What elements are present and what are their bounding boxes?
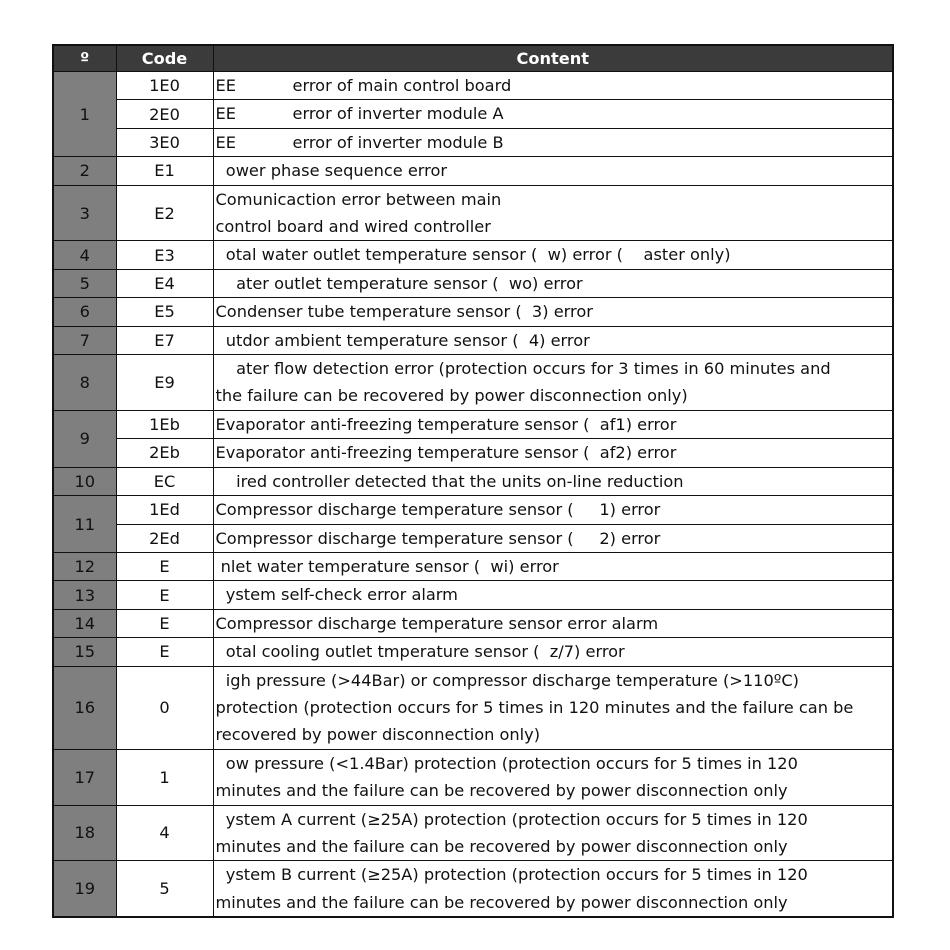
content-line: ired controller detected that the units on-line reduction	[215, 471, 684, 491]
error-code: 2Ed	[116, 524, 213, 552]
content-line: the failure can be recovered by power disconnection only)	[215, 386, 688, 406]
table-row	[53, 439, 893, 467]
table-row	[53, 749, 893, 805]
row-number: 1	[53, 72, 116, 157]
header-no: º	[53, 45, 116, 72]
content-line: recovered by power disconnection only)	[215, 725, 541, 745]
error-code: 4	[116, 805, 213, 861]
error-code: 0	[116, 666, 213, 749]
content-line: otal cooling outlet tmperature sensor ( z/7) error	[215, 642, 625, 662]
error-code: 5	[116, 861, 213, 917]
content-line: igh pressure (>44Bar) or compressor discharge temperature (>110ºC)	[215, 670, 799, 690]
table-row	[53, 581, 893, 609]
content-line: Condenser tube temperature sensor ( 3) error	[215, 302, 593, 322]
table-row	[53, 410, 893, 438]
row-number: 15	[53, 638, 116, 666]
error-code: 1Ed	[116, 496, 213, 524]
row-number: 6	[53, 298, 116, 326]
table-row	[53, 269, 893, 297]
error-content	[213, 609, 893, 637]
error-content	[213, 467, 893, 495]
row-number: 11	[53, 496, 116, 553]
table-row	[53, 467, 893, 495]
content-line: protection (protection occurs for 5 times in 120 minutes and the failure can be	[215, 697, 854, 717]
error-content	[213, 326, 893, 354]
error-code: 3E0	[116, 128, 213, 156]
content-line: EE error of inverter module A	[215, 104, 504, 124]
error-content	[213, 439, 893, 467]
error-content	[213, 638, 893, 666]
table-row	[53, 241, 893, 269]
error-content	[213, 298, 893, 326]
table-row	[53, 72, 893, 100]
table-row	[53, 128, 893, 156]
table-row	[53, 298, 893, 326]
error-content	[213, 666, 893, 749]
error-code: 2Eb	[116, 439, 213, 467]
error-code: E	[116, 609, 213, 637]
error-content	[213, 157, 893, 185]
error-code: E4	[116, 269, 213, 297]
content-line: EE error of inverter module B	[215, 132, 504, 152]
error-content	[213, 749, 893, 805]
error-code: E	[116, 638, 213, 666]
error-content	[213, 128, 893, 156]
error-code-table	[52, 44, 894, 918]
error-content	[213, 581, 893, 609]
error-code: E1	[116, 157, 213, 185]
table-header-row	[53, 45, 893, 72]
row-number: 3	[53, 185, 116, 241]
content-line: otal water outlet temperature sensor ( w) error ( aster only)	[215, 245, 731, 265]
row-number: 4	[53, 241, 116, 269]
table-row	[53, 524, 893, 552]
error-content	[213, 805, 893, 861]
content-line: ystem self-check error alarm	[215, 585, 458, 605]
error-content	[213, 355, 893, 411]
error-content	[213, 241, 893, 269]
table-row	[53, 638, 893, 666]
table-row	[53, 861, 893, 917]
header-content: Content	[213, 45, 893, 72]
error-code: E2	[116, 185, 213, 241]
error-code: E	[116, 552, 213, 580]
row-number: 18	[53, 805, 116, 861]
table-row	[53, 100, 893, 128]
row-number: 10	[53, 467, 116, 495]
error-code: 1Eb	[116, 410, 213, 438]
content-line: ystem B current (≥25A) protection (protection occurs for 5 times in 120	[215, 865, 808, 885]
row-number: 19	[53, 861, 116, 917]
error-code-table-container	[52, 44, 892, 918]
error-code: E3	[116, 241, 213, 269]
error-code: E	[116, 581, 213, 609]
error-code: E5	[116, 298, 213, 326]
error-content	[213, 269, 893, 297]
content-line: ater flow detection error (protection occurs for 3 times in 60 minutes and	[215, 359, 831, 379]
content-line: minutes and the failure can be recovered by power disconnection only	[215, 892, 788, 912]
table-row	[53, 496, 893, 524]
error-content	[213, 861, 893, 917]
row-number: 8	[53, 355, 116, 411]
error-code: 1	[116, 749, 213, 805]
content-line: ystem A current (≥25A) protection (protection occurs for 5 times in 120	[215, 809, 808, 829]
error-code: EC	[116, 467, 213, 495]
row-number: 9	[53, 410, 116, 467]
row-number: 5	[53, 269, 116, 297]
content-line: Compressor discharge temperature sensor ( 2) error	[215, 528, 661, 548]
error-code: E7	[116, 326, 213, 354]
error-content	[213, 100, 893, 128]
content-line: ater outlet temperature sensor ( wo) error	[215, 273, 583, 293]
content-line: ower phase sequence error	[215, 161, 448, 181]
row-number: 16	[53, 666, 116, 749]
content-line: utdor ambient temperature sensor ( 4) error	[215, 330, 590, 350]
table-row	[53, 805, 893, 861]
row-number: 13	[53, 581, 116, 609]
table-row	[53, 185, 893, 241]
content-line: Compressor discharge temperature sensor ( 1) error	[215, 500, 661, 520]
content-line: minutes and the failure can be recovered by power disconnection only	[215, 836, 788, 856]
error-content	[213, 524, 893, 552]
content-line: Evaporator anti-freezing temperature sensor ( af2) error	[215, 443, 677, 463]
error-code: 1E0	[116, 72, 213, 100]
table-row	[53, 609, 893, 637]
table-row	[53, 326, 893, 354]
content-line: control board and wired controller	[215, 217, 491, 237]
content-line: Compressor discharge temperature sensor error alarm	[215, 613, 659, 633]
error-code: 2E0	[116, 100, 213, 128]
content-line: Evaporator anti-freezing temperature sensor ( af1) error	[215, 414, 677, 434]
row-number: 2	[53, 157, 116, 185]
row-number: 14	[53, 609, 116, 637]
content-line: EE error of main control board	[215, 76, 512, 95]
error-content	[213, 552, 893, 580]
row-number: 12	[53, 552, 116, 580]
error-content	[213, 496, 893, 524]
table-row	[53, 552, 893, 580]
table-row	[53, 355, 893, 411]
error-code: E9	[116, 355, 213, 411]
error-content	[213, 185, 893, 241]
row-number: 7	[53, 326, 116, 354]
content-line: Comunicaction error between main	[215, 189, 502, 209]
content-line: nlet water temperature sensor ( wi) error	[215, 556, 559, 576]
table-row	[53, 666, 893, 749]
content-line: ow pressure (<1.4Bar) protection (protection occurs for 5 times in 120	[215, 753, 798, 773]
header-code: Code	[116, 45, 213, 72]
content-line: minutes and the failure can be recovered by power disconnection only	[215, 781, 788, 801]
error-content	[213, 72, 893, 100]
table-row	[53, 157, 893, 185]
row-number: 17	[53, 749, 116, 805]
error-content	[213, 410, 893, 438]
